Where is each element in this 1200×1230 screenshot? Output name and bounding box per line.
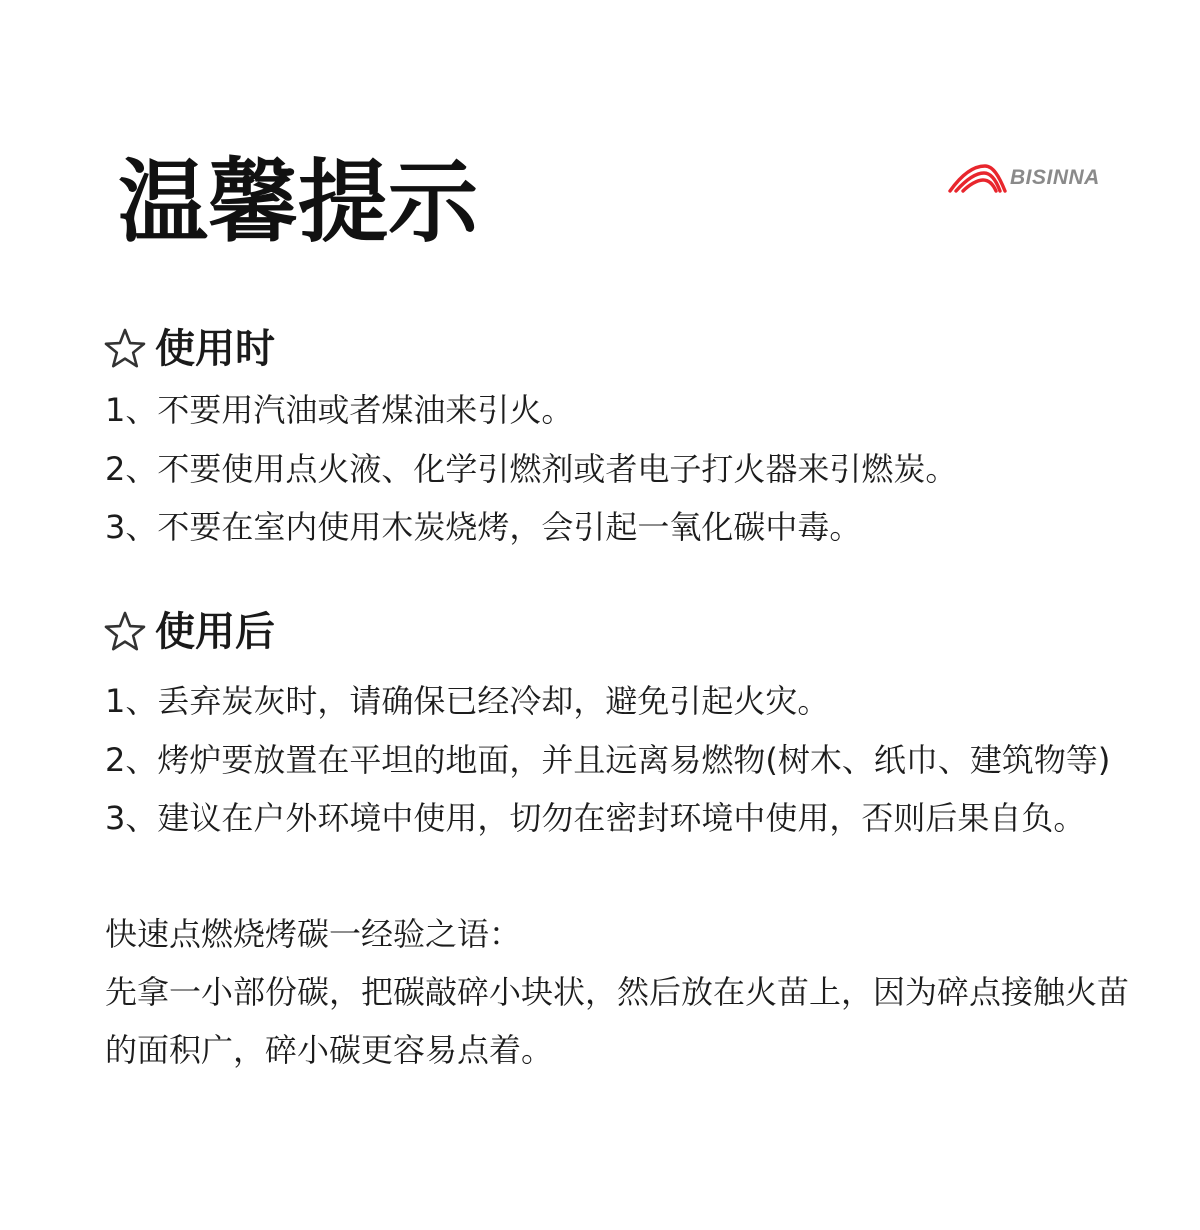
list-item: 2、不要使用点火液、化学引燃剂或者电子打火器来引燃炭。 <box>105 449 958 488</box>
list-item: 1、不要用汽油或者煤油来引火。 <box>105 391 574 429</box>
brand-name: BISINNA <box>1010 166 1100 189</box>
instruction-list-after-use <box>105 672 1165 848</box>
section-heading-during-use <box>103 324 275 374</box>
list-item: 3、建议在户外环境中使用，切勿在密封环境中使用，否则后果自负。 <box>105 799 1086 837</box>
list-item: 3、不要在室内使用木炭烧烤，会引起一氧化碳中毒。 <box>105 508 862 546</box>
section-heading-text: 使用时 <box>155 326 275 372</box>
star-outline-icon <box>103 610 147 654</box>
list-item: 1、丢弃炭灰时，请确保已经冷却，避免引起火灾。 <box>105 682 830 720</box>
page-title: 温馨提示 <box>118 150 478 255</box>
list-item: 2、烤炉要放置在平坦的地面，并且远离易燃物(树木、纸巾、建筑物等) <box>105 740 1111 779</box>
brand-logo <box>948 162 1100 194</box>
section-heading-after-use <box>103 607 275 657</box>
star-outline-icon <box>103 327 147 371</box>
section-heading-text: 使用后 <box>155 609 275 655</box>
instruction-list-during-use <box>105 381 1165 557</box>
lighting-tips <box>105 905 1150 1079</box>
tips-body: 先拿一小部份碳，把碳敲碎小块状，然后放在火苗上，因为碎点接触火苗的面积广，碎小碳更容易点着。 <box>105 973 1130 1069</box>
brand-swoosh-icon <box>948 162 1008 194</box>
tips-heading: 快速点燃烧烤碳一经验之语： <box>105 915 522 953</box>
